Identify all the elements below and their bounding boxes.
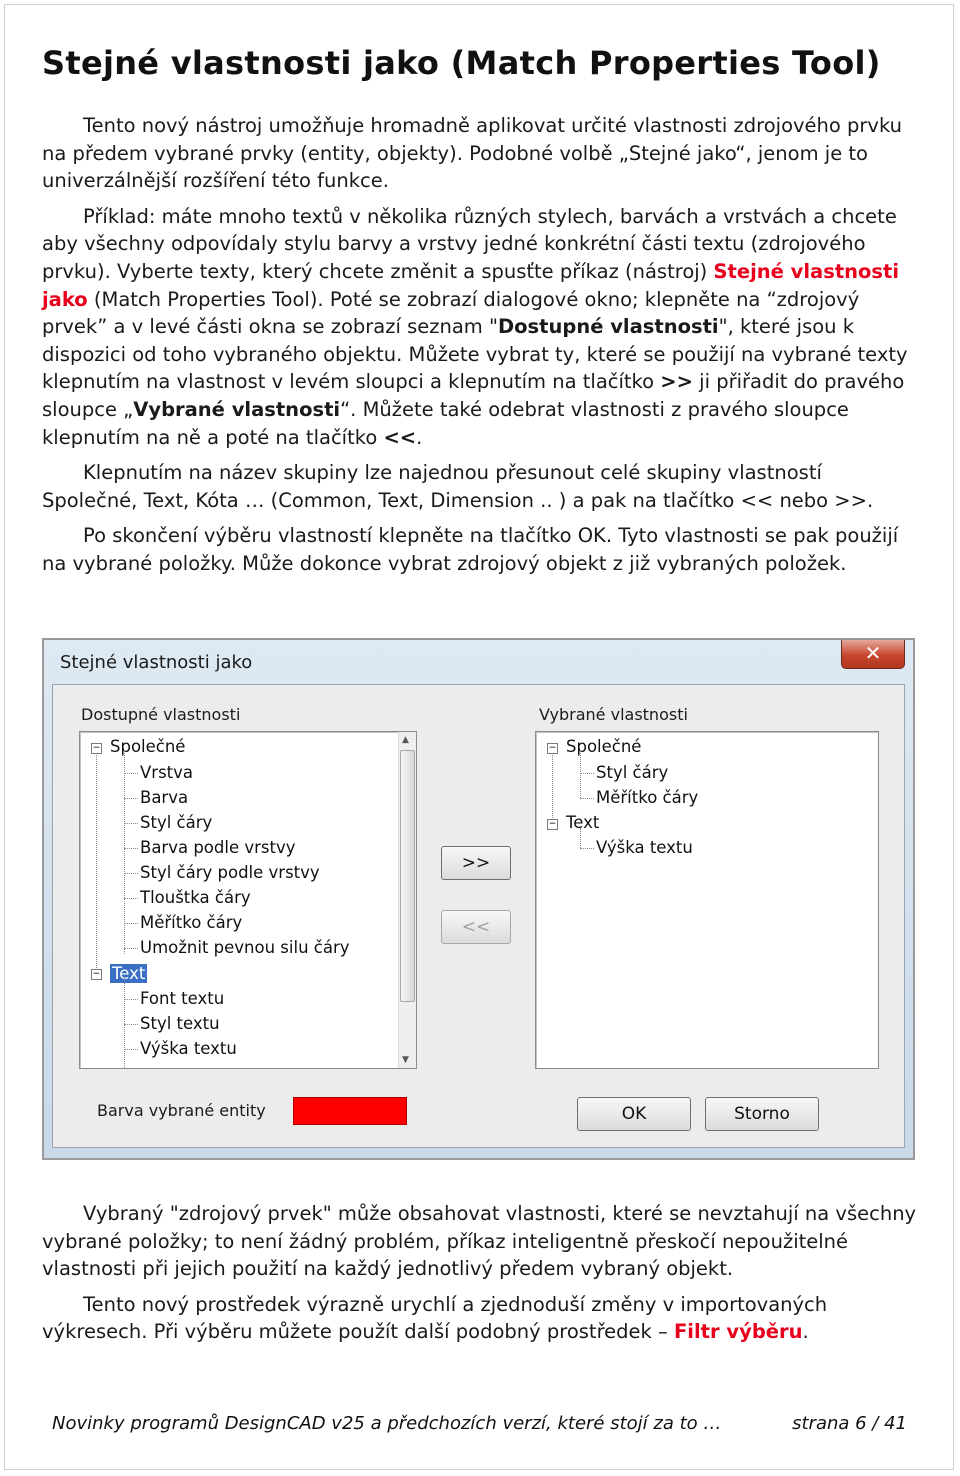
page-footer xyxy=(52,1413,907,1434)
paragraph-intro: Tento nový nástroj umožňuje hromadně aplikovat určité vlastnosti zdrojového prvku na předem vybrané prvky (entity, objekty). Podobné volbě „Stejné jako“, jenom je to univerzálnější rozšíření této funkce. xyxy=(42,114,903,193)
dialog-frame xyxy=(44,640,913,1158)
selection-filter-link[interactable]: Filtr výběru xyxy=(673,1320,803,1344)
tree-item-text-style[interactable]: Styl textu xyxy=(140,1014,220,1033)
closing-text xyxy=(42,1200,922,1354)
add-button-term: >> xyxy=(660,370,693,394)
tree-group-common[interactable]: Společné xyxy=(566,737,642,756)
available-properties-term: Dostupné vlastnosti xyxy=(497,315,719,339)
available-properties-label: Dostupné vlastnosti xyxy=(81,705,241,724)
paragraph-source-object: Vybraný "zdrojový prvek" může obsahovat vlastnosti, které se nevztahují na všechny vybrané položky; to není žádný problém, příkaz inteligentně přeskočí nepoužitelné vlastnosti při jejich použití na každý jednotlivý předem vybraný objekt. xyxy=(42,1202,917,1281)
paragraph-finish: Po skončení výběru vlastností klepněte na tlačítko OK. Tyto vlastnosti se pak použijí na vybrané položky. Může dokonce vybrat zdrojový objekt z již vybraných položek. xyxy=(42,524,899,575)
add-property-button[interactable]: >> xyxy=(441,846,511,880)
scroll-down-icon[interactable]: ▼ xyxy=(402,1055,409,1065)
remove-property-button[interactable]: << xyxy=(441,910,511,944)
example-text-e: “. Můžete také odebrat vlastnosti z pravého sloupce klepnutím na ně a poté na tlačítko xyxy=(42,397,849,449)
tree-group-text[interactable] xyxy=(110,963,147,985)
selected-entity-color-swatch[interactable] xyxy=(293,1097,407,1125)
tree-item-fixed-width[interactable]: Umožnit pevnou silu čáry xyxy=(140,938,350,957)
selected-entity-color-label: Barva vybrané entity xyxy=(97,1101,266,1120)
tree-item-layer[interactable]: Vrstva xyxy=(140,763,194,782)
paragraph-speedup xyxy=(42,1291,922,1346)
example-text-a: Příklad: máte mnoho textů v několika různých stylech, barvách a vrstvách a chcete aby všechny odpovídaly stylu barvy a vrstvy jedné konkrétní části textu (zdrojového prvku). Vyberte texty, který chcete změnit a spusťte příkaz (nástroj) xyxy=(42,204,897,283)
available-list-scrollbar[interactable] xyxy=(398,732,416,1068)
tree-item-line-style[interactable]: Styl čáry xyxy=(596,763,669,782)
tree-item-text-height[interactable]: Výška textu xyxy=(140,1039,237,1058)
tree-item-line-scale[interactable]: Měřítko čáry xyxy=(140,913,243,932)
tree-item-text-height[interactable]: Výška textu xyxy=(596,838,693,857)
selected-properties-term: Vybrané vlastnosti xyxy=(133,397,341,421)
scroll-up-icon[interactable]: ▲ xyxy=(402,735,409,745)
intro-text xyxy=(42,112,922,586)
collapse-icon[interactable]: − xyxy=(548,743,557,753)
tree-group-text-label[interactable]: Text xyxy=(112,964,146,983)
collapse-icon[interactable]: − xyxy=(92,743,101,753)
paragraph-example xyxy=(42,203,922,451)
selected-properties-list[interactable] xyxy=(535,731,879,1069)
page-number: strana 6 / 41 xyxy=(792,1413,907,1434)
tree-group-common[interactable]: Společné xyxy=(110,737,186,756)
example-text-f: . xyxy=(416,425,423,449)
dialog-title: Stejné vlastnosti jako xyxy=(60,652,253,673)
tree-item-color[interactable]: Barva xyxy=(140,788,189,807)
dialog-body xyxy=(52,684,905,1148)
tree-item-color-by-layer[interactable]: Barva podle vrstvy xyxy=(140,838,296,857)
tree-item-line-width[interactable]: Tlouštka čáry xyxy=(140,888,251,907)
tree-item-line-scale[interactable]: Měřítko čáry xyxy=(596,788,699,807)
page-title: Stejné vlastnosti jako (Match Properties Tool) xyxy=(42,44,881,82)
example-text-c: ", které jsou k dispozici od toho vybraného objektu. Můžete vybrat ty, které se použijí na vybrané texty klepnutím na vlastnost v levém sloupci a klepnutím na tlačítko xyxy=(42,315,908,394)
tree-group-text[interactable]: Text xyxy=(566,813,600,832)
tree-item-font[interactable]: Font textu xyxy=(140,989,225,1008)
ok-button[interactable]: OK xyxy=(577,1097,691,1131)
cancel-button[interactable]: Storno xyxy=(705,1097,819,1131)
match-properties-link[interactable]: Stejné vlastnosti jako xyxy=(42,259,900,311)
match-properties-dialog xyxy=(42,638,915,1160)
tree-item-line-style[interactable]: Styl čáry xyxy=(140,813,213,832)
tree-item-line-style-by-layer[interactable]: Styl čáry podle vrstvy xyxy=(140,863,320,882)
collapse-icon[interactable]: − xyxy=(92,969,101,979)
example-text-b: (Match Properties Tool). Poté se zobrazí dialogové okno; klepněte na “zdrojový prvek” a v levé části okna se zobrazí seznam " xyxy=(42,287,860,339)
scroll-thumb[interactable] xyxy=(400,750,415,1002)
footer-title: Novinky programů DesignCAD v25 a předchozích verzí, které stojí za to … xyxy=(52,1413,722,1434)
collapse-icon[interactable]: − xyxy=(548,819,557,829)
paragraph-groups: Klepnutím na název skupiny lze najednou přesunout celé skupiny vlastností Společné, Text, Kóta … (Common, Text, Dimension .. ) a pak na tlačítko << nebo >>. xyxy=(42,461,874,512)
speedup-text-a: Tento nový prostředek výrazně urychlí a zjednoduší změny v importovaných výkresech. Při výběru můžete použít další podobný prostředek – xyxy=(42,1292,828,1344)
example-text-d: ji přiřadit do pravého sloupce „ xyxy=(42,370,905,421)
close-button[interactable]: ✕ xyxy=(841,640,905,669)
available-properties-list[interactable] xyxy=(79,731,417,1069)
remove-button-term: << xyxy=(383,425,417,449)
selected-properties-label: Vybrané vlastnosti xyxy=(539,705,688,724)
speedup-text-b: . xyxy=(802,1320,809,1344)
